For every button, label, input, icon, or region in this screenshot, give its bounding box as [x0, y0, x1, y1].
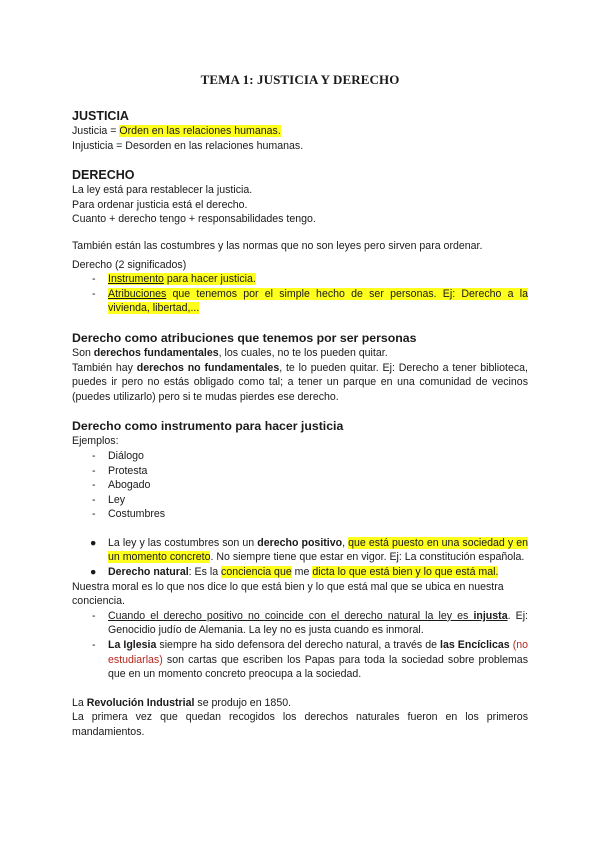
text-span: . No siempre tiene que estar en vigor. Ej: La constitución española.: [210, 551, 525, 564]
list-item: [92, 493, 528, 508]
derecho-line-2: Para ordenar justicia está el derecho.: [72, 198, 248, 211]
underline-span: Cuando el derecho positivo no coincide con el derecho natural la ley es: [108, 609, 474, 622]
text-span: me: [291, 566, 313, 579]
revolucion-p1: [72, 696, 528, 711]
text-span: También hay: [72, 361, 137, 374]
heading-instrumento: Derecho como instrumento para hacer justicia: [72, 419, 344, 434]
bullet-dot-icon: ●: [90, 536, 97, 549]
highlight-span: Orden en las relaciones humanas.: [119, 125, 281, 137]
text-span: se produjo en 1850.: [194, 696, 292, 709]
text-span: La ley y las costumbres son un: [108, 536, 258, 549]
ejemplos-list: [72, 449, 528, 522]
list-item: [92, 638, 528, 682]
list-item-label: Diálogo: [108, 449, 144, 462]
significados-list: [72, 272, 528, 316]
moral-paragraph: Nuestra moral es lo que nos dice lo que está bien y lo que está mal que se ubica en nuestra conciencia.: [72, 580, 504, 608]
highlight-span: que tenemos por el simple hecho de ser personas. Ej: Derecho a la vivienda, libertad,...: [108, 287, 528, 315]
bullet-dot-icon: ●: [90, 566, 97, 579]
heading-justicia: JUSTICIA: [72, 109, 129, 123]
list-item: [92, 272, 528, 287]
bullet-item-natural: [72, 565, 528, 580]
list-item: [92, 464, 528, 479]
highlight-span: conciencia que: [221, 566, 292, 579]
text-span: Justicia =: [72, 125, 120, 137]
highlight-span: para hacer justicia.: [163, 273, 256, 286]
list-item: [92, 449, 528, 464]
bullet-item-positivo: [72, 536, 528, 565]
list-item-label: Costumbres: [108, 508, 166, 521]
text-span: : Es la: [188, 566, 222, 579]
text-span: La: [72, 696, 87, 709]
list-item-label: Protesta: [108, 464, 148, 477]
bold-span: derecho positivo: [257, 536, 343, 549]
justicia-line-1: [72, 124, 528, 139]
dash-marker: -: [92, 609, 96, 622]
derecho-line-1: La ley está para restablecer la justicia.: [72, 184, 253, 197]
text-span: ,: [342, 536, 349, 549]
dash-marker: -: [92, 639, 96, 652]
sub-list: [72, 609, 528, 682]
derecho-line-4: También están las costumbres y las normas que no son leyes pero sirven para ordenar.: [72, 239, 483, 252]
bold-span: Derecho natural: [108, 566, 189, 579]
bold-span: las Encíclicas: [440, 639, 510, 652]
red-note-span: (no estudiarlas): [108, 639, 528, 666]
dash-marker: -: [92, 449, 96, 462]
highlight-span: Instrumento: [108, 273, 164, 286]
bold-span: Revolución Industrial: [86, 696, 195, 709]
list-item-label: Ley: [108, 493, 126, 506]
bold-span: derechos no fundamentales: [136, 361, 280, 374]
bold-span: La Iglesia: [108, 639, 157, 652]
text-span: , los cuales, no te los pueden quitar.: [218, 346, 388, 359]
text-span: siempre ha sido defensora del derecho natural, a través de: [156, 639, 441, 652]
bold-underline-span: injusta: [473, 609, 508, 622]
text-span: . Ej: Genocidio judío de Alemania. La ley no es justa cuando es inmoral.: [108, 609, 528, 637]
derecho-line-5: Derecho (2 significados): [72, 258, 187, 271]
heading-derecho: DERECHO: [72, 168, 135, 183]
text-span: , te lo pueden quitar. Ej: Derecho a tener biblioteca, puedes ir pero no estás obligado como tal; a tener un parque en una comunidad de vecinos (puedes utilizarlo) pero si te mudas pierdes ese derecho.: [72, 361, 528, 403]
list-item: [92, 478, 528, 493]
heading-atribuciones: Derecho como atribuciones que tenemos por ser personas: [72, 330, 417, 345]
list-item-label: Abogado: [108, 479, 151, 492]
dash-marker: -: [92, 287, 96, 300]
atribuciones-p1: [72, 346, 528, 361]
bold-span: derechos fundamentales: [93, 346, 219, 359]
dash-marker: -: [92, 479, 96, 492]
bullet-list: [72, 536, 528, 580]
revolucion-p2: La primera vez que quedan recogidos los derechos naturales fueron en los primeros mandamientos.: [72, 711, 528, 738]
dash-marker: -: [92, 464, 96, 477]
document-title: TEMA 1: JUSTICIA Y DERECHO: [200, 72, 400, 87]
text-span: son cartas que escriben los Papas para toda la sociedad sobre problemas que en un momento concreto preocupa a la sociedad.: [108, 653, 528, 681]
highlight-span: Atribuciones: [108, 287, 167, 300]
atribuciones-p2: [72, 361, 528, 405]
derecho-line-3: Cuanto + derecho tengo + responsabilidades tengo.: [72, 213, 316, 226]
highlight-span: que está puesto en una sociedad y en un momento concreto: [108, 536, 529, 564]
highlight-span: dicta lo que está bien y lo que está mal.: [312, 566, 499, 579]
list-item: [92, 507, 528, 522]
list-item: [92, 609, 528, 638]
list-item: [92, 287, 528, 316]
justicia-line-2: Injusticia = Desorden en las relaciones humanas.: [72, 139, 304, 152]
ejemplos-label: Ejemplos:: [72, 435, 119, 448]
text-span: Son: [72, 346, 94, 359]
dash-marker: -: [92, 493, 96, 506]
dash-marker: -: [92, 273, 96, 286]
dash-marker: -: [92, 508, 96, 521]
